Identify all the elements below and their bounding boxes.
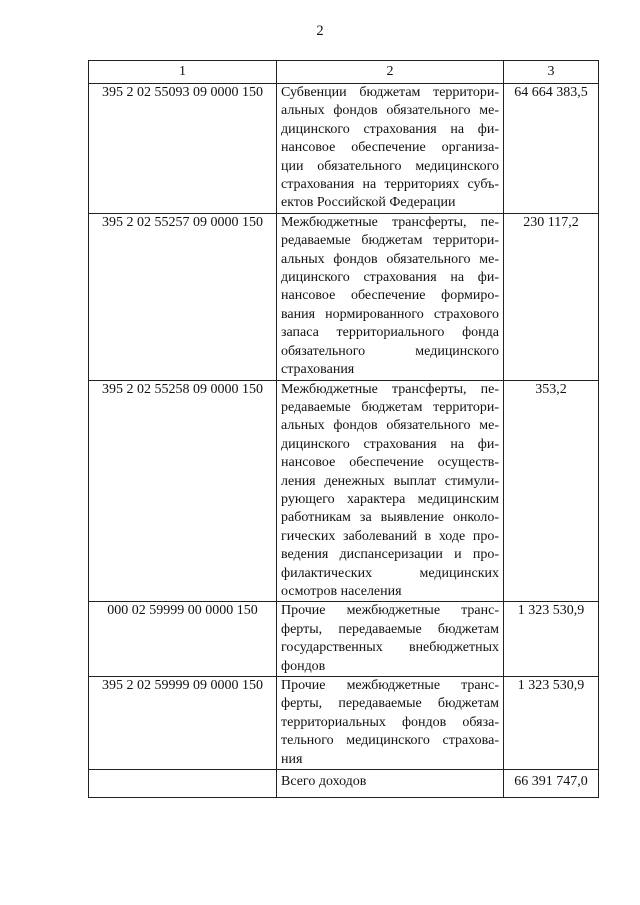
revenue-amount: 353,2 [504,380,599,602]
revenue-name-line: ферты, передаваемые бюджетам [281,621,499,637]
revenue-name-line: Субвенции бюджетам территори- [281,85,499,100]
column-header-3: 3 [504,61,599,84]
page-number: 2 [316,23,324,39]
revenue-name-line: запаса территориального фонда [281,325,499,341]
revenue-table [88,60,599,798]
revenue-name [277,677,504,770]
revenue-amount: 1 323 530,9 [504,602,599,677]
revenue-name-line: Прочие межбюджетные транс- [281,603,499,619]
revenue-name-line: тельного медицинского страхова- [281,733,499,749]
budget-code: 395 2 02 55257 09 0000 150 [89,213,277,380]
revenue-name-line: нансовое обеспечение осуществ- [281,455,499,471]
total-label: Всего доходов [277,770,504,798]
budget-code: 395 2 02 55258 09 0000 150 [89,380,277,602]
revenue-name-line: филактических медицинских [281,565,499,581]
revenue-name-line: Прочие межбюджетные транс- [281,678,499,693]
revenue-name-line: альных фондов обязательного ме- [281,418,499,434]
total-code-cell [89,770,277,798]
column-header-2: 2 [277,61,504,84]
revenue-name-line: осмотров населения [281,583,402,599]
revenue-name-line: нансовое обеспечение формиро- [281,288,499,304]
revenue-name-line: рующего характера медицинским [281,491,499,507]
revenue-name-line: страхования [281,362,355,378]
revenue-name-line: альных фондов обязательного ме- [281,251,499,267]
revenue-name-line: ции обязательного медицинского [281,158,499,174]
total-amount: 66 391 747,0 [504,770,599,798]
revenue-name-line: дицинского страхования на фи- [281,436,499,452]
revenue-name-line: Межбюджетные трансферты, пе- [281,381,499,397]
revenue-name-line: гических заболеваний в ходе про- [281,528,499,544]
revenue-name-line: ектов Российской Федерации [281,195,456,211]
budget-code: 000 02 59999 00 0000 150 [89,602,277,677]
revenue-name-line: ления денежных выплат стимули- [281,473,499,489]
revenue-amount: 1 323 530,9 [504,677,599,770]
table-row [89,677,599,770]
revenue-name-line: ния [281,751,303,767]
revenue-name-line: ферты, передаваемые бюджетам [281,696,499,712]
table-row [89,213,599,380]
table-header-row [89,61,599,84]
table-row [89,602,599,677]
budget-code: 395 2 02 59999 09 0000 150 [89,677,277,770]
revenue-name-line: работникам за выявление онколо- [281,510,499,526]
revenue-name-line: страхования на территориях субъ- [281,177,499,193]
revenue-name-line: дицинского страхования на фи- [281,121,499,137]
table-row [89,380,599,602]
revenue-name [277,84,504,214]
table-body [89,84,599,770]
revenue-name-line: редаваемые бюджетам территори- [281,233,499,249]
revenue-name-line: дицинского страхования на фи- [281,270,499,286]
revenue-amount: 64 664 383,5 [504,84,599,214]
total-row [89,770,599,798]
revenue-name-line: вания нормированного страхового [281,306,499,322]
revenue-name-line: государственных внебюджетных [281,640,499,656]
revenue-name-line: ведения диспансеризации и про- [281,547,499,563]
revenue-name-line: нансовое обеспечение организа- [281,140,499,156]
revenue-name-line: территориальных фондов обяза- [281,714,499,730]
revenue-name-line: редаваемые бюджетам территори- [281,399,499,415]
revenue-name [277,602,504,677]
column-header-1: 1 [89,61,277,84]
revenue-name-line: Межбюджетные трансферты, пе- [281,214,499,230]
budget-code: 395 2 02 55093 09 0000 150 [89,84,277,214]
revenue-name-line: фондов [281,658,326,674]
table-row [89,84,599,214]
revenue-name-line: обязательного медицинского [281,343,499,359]
revenue-amount: 230 117,2 [504,213,599,380]
revenue-name [277,213,504,380]
revenue-name [277,380,504,602]
revenue-name-line: альных фондов обязательного ме- [281,103,499,119]
